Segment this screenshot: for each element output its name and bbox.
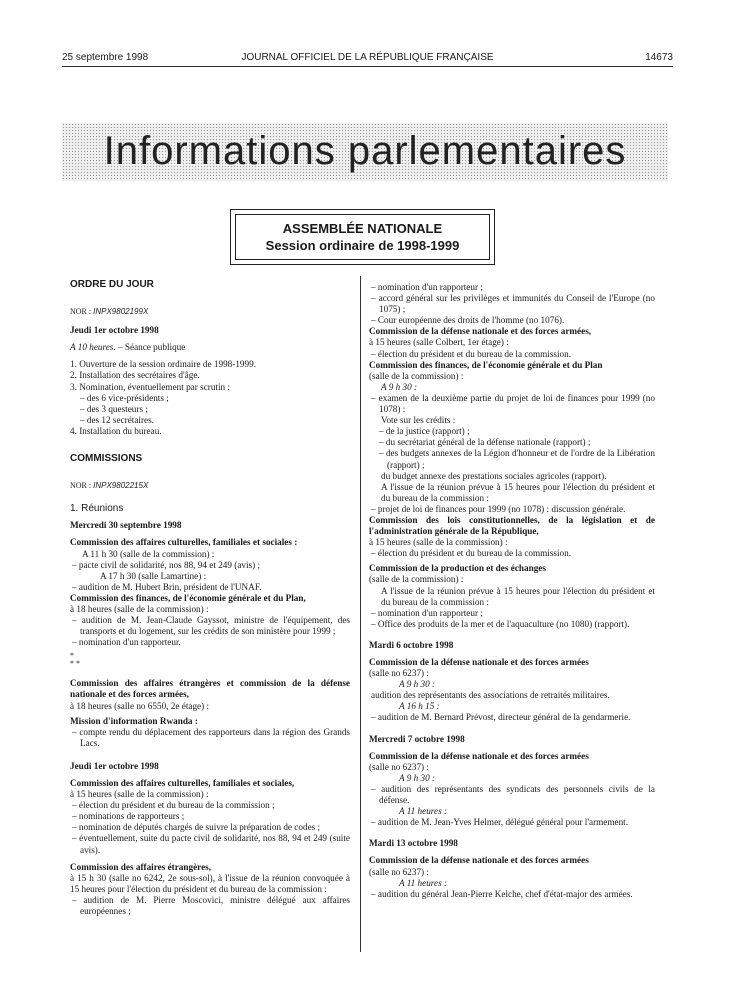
list-item: – des 3 questeurs ; [80,403,148,414]
agenda-item: – examen de la deuxième partie du projet de loi de finances pour 1999 (no 1078) : [371,392,655,415]
commission-title: Commission de la production et des échanges [369,563,546,574]
date-heading: Mercredi 7 octobre 1998 [369,733,465,744]
column-divider [360,276,361,952]
commission-title: Commission des finances, de l'économie générale et du Plan [369,359,603,370]
header-rule [62,66,673,67]
commission-detail: à 15 heures (salle Colbert, 1er étage) : [369,337,509,348]
banner-title: Informations parlementaires [103,129,627,173]
agenda-item: – nomination d'un rapporteur ; [371,607,483,618]
agenda-item: – du secrétariat général de la défense nationale (rapport) ; [379,437,591,448]
commission-detail: à 15 h 30 (salle no 6242, 2e sous-sol), à l'issue de la réunion convoquée à 15 heures pour l'élection du président et du bureau de la commission : [70,872,350,894]
agenda-item: – audition des représentants des syndicats des personnels civils de la défense. [371,783,655,806]
agenda-item: – compte rendu du déplacement des rapporteurs dans la région des Grands Lacs. [72,726,350,748]
left-column [70,279,350,917]
reunions-heading: 1. Réunions [70,503,124,515]
commission-title: Commission de la défense nationale et des forces armées, [369,326,592,337]
commission-title: Commission des finances, de l'économie générale et du Plan, [70,592,306,603]
date-heading: Mercredi 30 septembre 1998 [70,520,182,531]
date-heading: Jeudi 1er octobre 1998 [70,760,159,771]
session-time: A 16 h 15 : [399,701,440,712]
agenda-item: A l'issue de la réunion prévue à 15 heures pour l'élection du président et du bureau de la commission : [381,585,655,607]
seance-text: – Séance publique [117,342,186,353]
session-time: A 11 heures : [399,877,448,888]
agenda-item: – audition de M. Jean-Yves Helmer, délégué général pour l'armement. [371,817,629,828]
nor-code: INPX9802215X [93,481,149,491]
nor-code: INPX9802199X [93,307,149,317]
commission-detail: (salle no 6237) : [369,866,429,877]
agenda-item: – nominations de rapporteurs ; [72,811,185,822]
header-date: 25 septembre 1998 [62,52,149,63]
session-time: A 11 heures : [399,806,448,817]
section-banner [62,123,668,181]
mission-title: Mission d'information Rwanda : [70,715,198,726]
agenda-item: – pacte civil de solidarité, nos 88, 94 et 249 (avis) ; [72,559,261,570]
commission-detail: à 15 heures (salle de la commission) : [70,789,209,800]
agenda-item: – audition de M. Pierre Moscovici, ministre délégué aux affaires européennes ; [72,894,350,917]
nor-label: NOR : [70,307,92,317]
assembly-title-box [235,214,490,260]
agenda-item: – Office des produits de la mer et de l'aquaculture (no 1080) (rapport). [371,618,630,629]
list-item: – des 6 vice-présidents ; [80,392,169,403]
header-page-number: 14673 [645,52,673,63]
commissions-heading: COMMISSIONS [70,453,143,465]
seance-line [70,342,350,353]
commission-title: Commission de la défense nationale et des forces armées [369,855,589,866]
commission-detail: à 18 heures (salle no 6550, 2e étage) : [70,700,210,711]
agenda-item: A l'issue de la réunion prévue à 15 heures pour l'élection du président et du bureau de la commission : [381,481,655,503]
agenda-item: – audition du général Jean-Pierre Kelche, chef d'état-major des armées. [371,888,633,899]
date-heading: Jeudi 1er octobre 1998 [70,325,159,336]
agenda-item: – élection du président et du bureau de la commission. [371,348,572,359]
agenda-item: – audition de M. Hubert Brin, président de l'UNAF. [72,581,262,592]
agenda-item: – audition de M. Jean-Claude Gayssot, ministre de l'équipement, des transports et du logement, sur les crédits de son ministère pour 1999 ; [72,615,350,637]
agenda-item: – élection du président et du bureau de la commission ; [72,800,275,811]
session-time: A 17 h 30 (salle Lamartine) : [100,570,207,581]
right-column [369,282,655,900]
agenda-item: audition des représentants des associations de retraités militaires. [371,690,610,701]
agenda-item: du budget annexe des prestations sociales agricoles (rapport). [381,470,607,481]
assembly-name: ASSEMBLÉE NATIONALE [282,221,443,236]
commission-title: Commission des affaires culturelles, familiales et sociales : [70,537,298,548]
list-item: – des 12 secrétaires. [80,414,154,425]
list-item: 3. Nomination, éventuellement par scrutin : [70,381,230,392]
session-time: A 11 h 30 (salle de la commission) : [82,548,215,559]
section-separator: * [70,651,74,661]
header-journal-title: JOURNAL OFFICIEL DE LA RÉPUBLIQUE FRANÇAISE [241,52,494,63]
list-item: 2. Installation des secrétaires d'âge. [70,370,200,381]
commission-detail: (salle de la commission) : [369,574,464,585]
commission-detail: à 18 heures (salle de la commission) : [70,603,209,614]
date-heading: Mardi 13 octobre 1998 [369,838,458,849]
commission-title: Commission des affaires étrangères et commission de la défense nationale et des forces armées, [70,678,350,700]
agenda-item: – de la justice (rapport) ; [379,426,470,437]
agenda-item: – audition de M. Bernard Prévost, directeur général de la gendarmerie. [371,712,631,723]
commission-title: Commission de la défense nationale et des forces armées [369,750,589,761]
agenda-item: – élection du président et du bureau de la commission. [371,548,572,559]
agenda-item: – Cour européenne des droits de l'homme (no 1076). [371,315,565,326]
commission-title: Commission de la défense nationale et des forces armées [369,657,589,667]
seance-time: A 10 heures. [70,342,116,353]
commission-detail: (salle no 6237) : [369,761,429,772]
nor-reference [70,480,350,491]
ordre-du-jour-heading: ORDRE DU JOUR [70,279,154,290]
commission-detail: à 15 heures (salle de la commission) : [369,537,508,548]
agenda-item: – des budgets annexes de la Légion d'honneur et de l'ordre de la Libération (rapport) ; [379,448,655,470]
agenda-item: – éventuellement, suite du pacte civil de solidarité, nos 88, 94 et 249 (suite avis). [72,833,350,855]
section-separator: * * [70,659,80,669]
commission-title: Commission des lois constitutionnelles, de la législation et de l'administration générale de la République, [369,514,655,537]
session-time: A 9 h 30 : [399,772,436,783]
agenda-item: Vote sur les crédits : [381,415,456,426]
agenda-item: – nomination de députés chargés de suivre la préparation de codes ; [72,822,321,833]
list-item: 4. Installation du bureau. [70,425,162,436]
commission-title: Commission des affaires étrangères, [70,861,212,872]
session-time: A 9 h 30 : [381,381,418,392]
date-heading: Mardi 6 octobre 1998 [369,639,454,650]
list-item: 1. Ouverture de la session ordinaire de 1998-1999. [70,359,256,370]
agenda-item: – projet de loi de finances pour 1999 (no 1078) : discussion générale. [371,503,626,514]
commission-title: Commission des affaires culturelles, familiales et sociales, [70,778,295,788]
session-name: Session ordinaire de 1998-1999 [265,238,460,253]
commission-detail: (salle de la commission) : [369,370,464,381]
commission-detail: (salle no 6237) : [369,668,429,679]
agenda-item: – accord général sur les privilèges et immunités du Conseil de l'Europe (no 1075) ; [371,293,655,315]
agenda-item: – nomination d'un rapporteur. [72,637,181,648]
agenda-item: – nomination d'un rapporteur ; [371,282,483,292]
nor-label: NOR : [70,481,92,491]
nor-reference [70,306,350,317]
session-time: A 9 h 30 : [399,679,436,690]
